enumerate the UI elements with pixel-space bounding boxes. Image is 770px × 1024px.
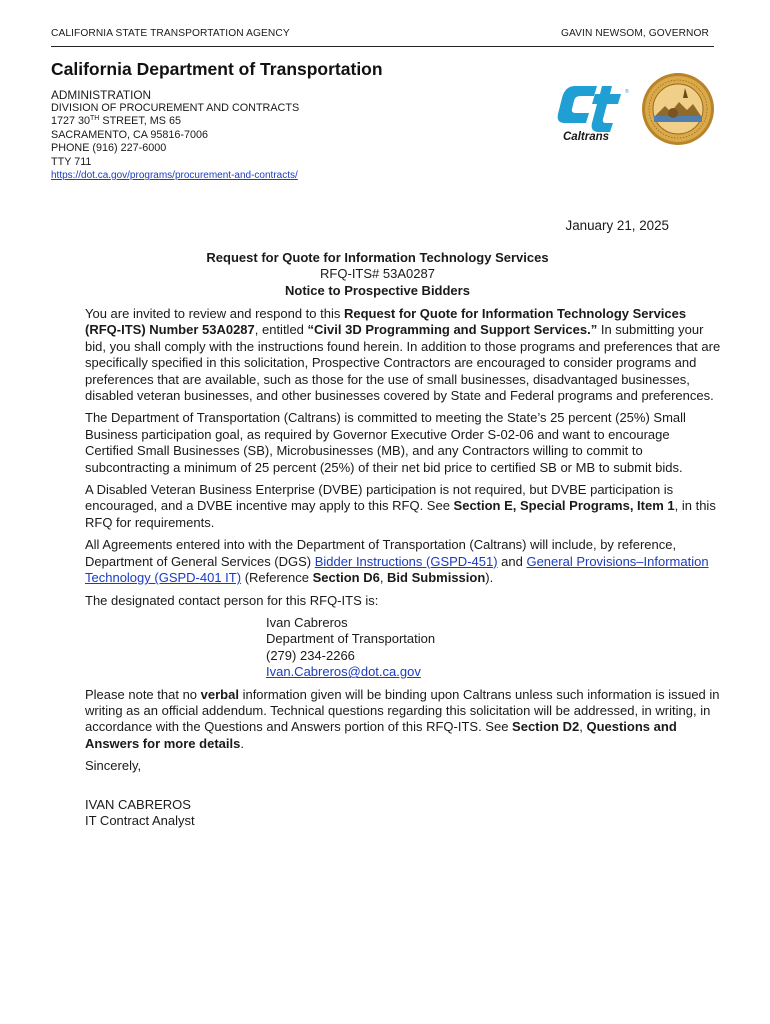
- notice-title: [85, 250, 670, 299]
- small-business-paragraph: The Department of Transportation (Caltrans) is committed to meeting the State’s 25 percent (25%) Small Business participation goal, as required by Governor Executive Order S-02-06 and want to encourage Certified Small Businesses (SB), Microbusinesses (MB), and any Contractors willing to commit to subcontracting a minimum of 25 percent (25%) of their net bid price to certified SB or MB to submit bids.: [85, 410, 686, 475]
- procurement-url-link[interactable]: https://dot.ca.gov/programs/procurement-and-contracts/: [51, 170, 298, 182]
- contact-name: Ivan Cabreros: [266, 614, 348, 630]
- agreements-paragraph: All Agreements entered into with the Department of Transportation (Caltrans) will include, by reference, Department of General Services (DGS) Bidder Instructions (GSPD-451) and General Provisions–Information Technology (GSPD-401 IT) (Reference Section D6, Bid Submission).: [85, 537, 709, 586]
- svg-text:®: ®: [625, 89, 629, 95]
- rfq-number: RFQ-ITS# 53A0287: [320, 266, 435, 282]
- letter-date: January 21, 2025: [565, 218, 669, 233]
- dvbe-paragraph: A Disabled Veteran Business Enterprise (DVBE) participation is not required, but DVBE participation is encouraged, and a DVBE incentive may apply to this RFQ. See Section E, Special Programs, Item 1, in this RFQ for requirements.: [85, 482, 716, 530]
- signature-block: [85, 797, 721, 830]
- phone-number: PHONE (916) 227-6000: [51, 142, 167, 155]
- city-address: SACRAMENTO, CA 95816-7006: [51, 128, 209, 141]
- contact-block: [266, 615, 721, 681]
- agency-header: [51, 28, 714, 46]
- caltrans-logo: [553, 82, 629, 142]
- state-seal-icon: [641, 72, 715, 146]
- street-address: 1727 30TH STREET, MS 65: [51, 115, 181, 128]
- department-title: California Department of Transportation: [51, 59, 383, 79]
- rfq-title: Request for Quote for Information Technology Services: [206, 250, 549, 265]
- general-provisions-link[interactable]: General Provisions–Information Technology (GSPD-401 IT): [85, 553, 709, 586]
- notice-heading: Notice to Prospective Bidders: [285, 282, 470, 298]
- verbal-info-paragraph: Please note that no verbal information given will be binding upon Caltrans unless such information is issued in writing as an official addendum. Technical questions regarding this solicitation will be addressed, in writing, in accordance with the Questions and Answers portion of this RFQ-ITS. See Section D2, Questions and Answers for more details.: [85, 686, 720, 751]
- contact-organization: Department of Transportation: [266, 631, 436, 647]
- contact-phone: (279) 234-2266: [266, 647, 355, 663]
- letter-body: [85, 306, 721, 829]
- contact-email-link[interactable]: Ivan.Cabreros@dot.ca.gov: [266, 664, 421, 680]
- logo-wordmark: Caltrans: [563, 131, 610, 142]
- header-rule: [51, 46, 714, 47]
- letterhead-address: [51, 88, 299, 182]
- intro-paragraph: You are invited to review and respond to this Request for Quote for Information Technology Services (RFQ-ITS) Number 53A0287, entitled “Civil 3D Programming and Support Services.” In submitting your bid, you shall comply with the instructions found herein. In addition to those programs and preferences that are specifically specified in this solicitation, Prospective Contractors are encouraged to consider programs and preferences that are available, such as those for the use of small businesses, disadvantaged businesses, disabled veteran businesses, and other businesses covered by State and Federal programs and preferences.: [85, 306, 721, 404]
- signer-name: IVAN CABREROS: [85, 796, 191, 812]
- division-title: ADMINISTRATION: [51, 88, 152, 102]
- contact-intro: The designated contact person for this RFQ-ITS is:: [85, 592, 379, 608]
- agency-name: CALIFORNIA STATE TRANSPORTATION AGENCY: [51, 28, 290, 39]
- bidder-instructions-link[interactable]: Bidder Instructions (GSPD-451): [314, 553, 498, 569]
- division-name: DIVISION OF PROCUREMENT AND CONTRACTS: [51, 102, 300, 114]
- governor-name: GAVIN NEWSOM, GOVERNOR: [560, 28, 709, 39]
- closing-salutation: Sincerely,: [85, 758, 142, 774]
- signer-title: IT Contract Analyst: [85, 812, 195, 828]
- tty-number: TTY 711: [51, 155, 92, 168]
